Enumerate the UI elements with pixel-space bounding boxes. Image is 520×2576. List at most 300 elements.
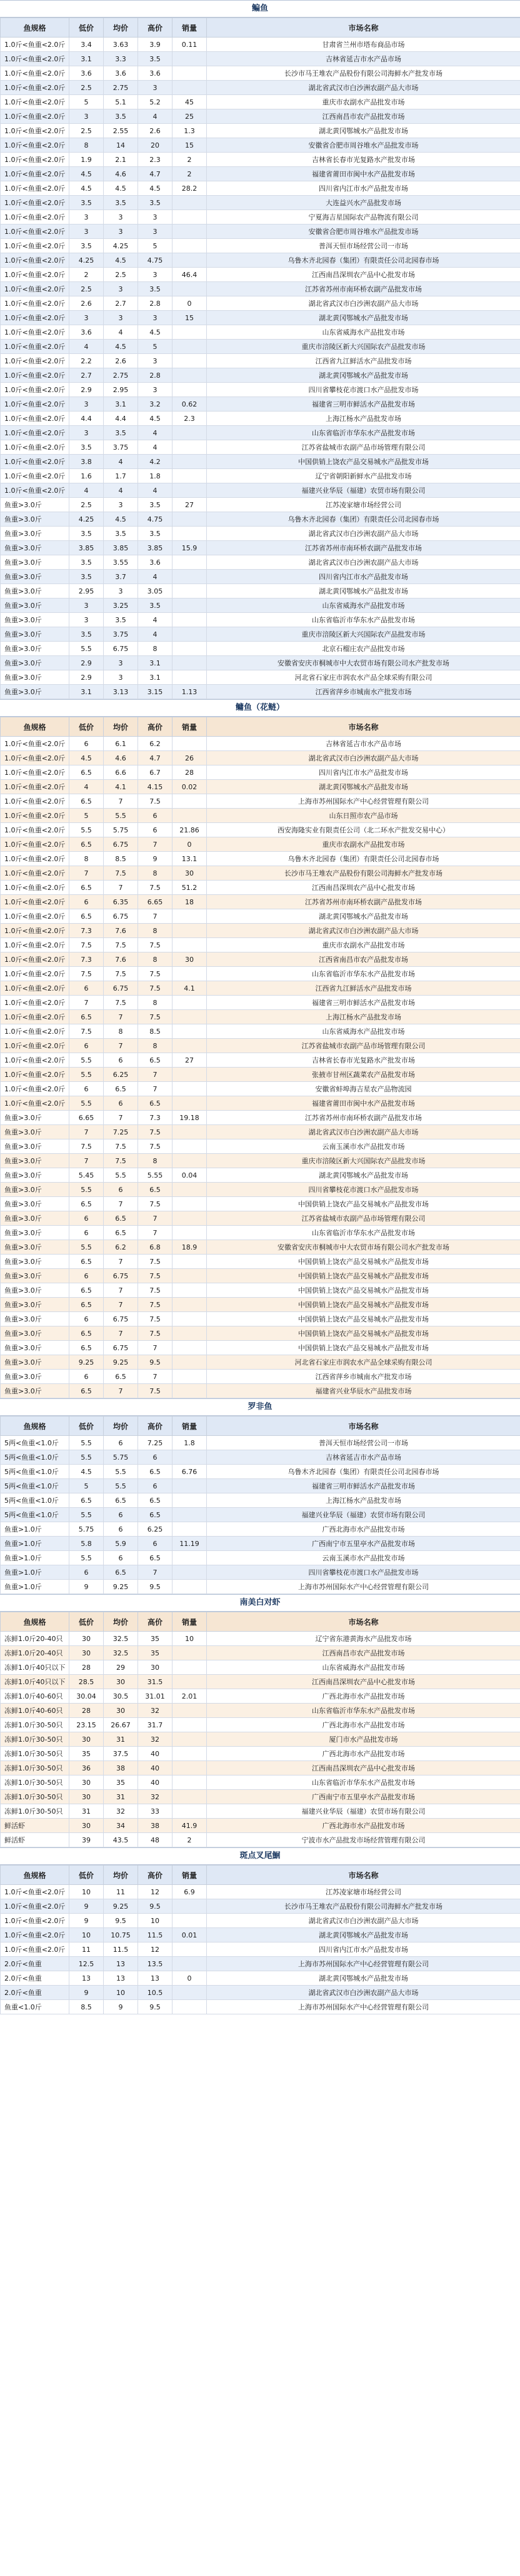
table-cell: 3.5: [104, 109, 138, 124]
table-cell: 28.2: [172, 181, 207, 196]
table-cell: 长沙市马王堆农产品股份有限公司海鲜水产批发市场: [207, 1899, 520, 1914]
table-row: [1, 196, 520, 210]
table-cell: 3.13: [104, 685, 138, 699]
table-cell: 福建省莆田市闽中水产品批发市场: [207, 167, 520, 181]
table-cell: 湖北黄冈鄂城水产品批发市场: [207, 1928, 520, 1942]
table-row: [1, 1384, 520, 1398]
table-cell: 上海江杨水产品批发市场: [207, 1493, 520, 1508]
table-row: [1, 368, 520, 383]
table-cell: 8: [138, 952, 172, 967]
table-cell: 福建省三明市鲜活水产品批发市场: [207, 996, 520, 1010]
table-cell: 3: [69, 613, 104, 627]
column-header: 销量: [172, 18, 207, 38]
table-cell: [172, 81, 207, 95]
table-cell: 7.5: [138, 967, 172, 981]
table-cell: 冻鲜1.0斤30-50只: [1, 1790, 69, 1804]
table-cell: 1.0斤<鱼重<2.0斤: [1, 1942, 69, 1957]
table-cell: 2.3: [172, 412, 207, 426]
table-cell: [172, 469, 207, 483]
table-row: [1, 412, 520, 426]
table-cell: 5.5: [69, 823, 104, 837]
table-cell: 28: [69, 1704, 104, 1718]
table-cell: 山东省临沂市华东水产品批发市场: [207, 967, 520, 981]
table-cell: 湖北省武汉市白沙洲农副产品大市场: [207, 751, 520, 765]
table-row: [1, 1493, 520, 1508]
table-cell: 1.0斤<鱼重<2.0斤: [1, 253, 69, 268]
column-header: 低价: [69, 18, 104, 38]
table-cell: 1.0斤<鱼重<2.0斤: [1, 368, 69, 383]
table-cell: 广西南宁市五里亭水产品批发市场: [207, 1537, 520, 1551]
table-row: [1, 1039, 520, 1053]
table-cell: [172, 1355, 207, 1370]
table-cell: 5.75: [104, 1450, 138, 1465]
table-cell: 30: [138, 1660, 172, 1675]
table-cell: 13: [69, 1971, 104, 1986]
table-cell: [172, 670, 207, 685]
table-cell: 中国供销上饶农产品交易城水产品批发市场: [207, 1269, 520, 1283]
table-cell: 4: [138, 570, 172, 584]
table-cell: 9: [69, 1914, 104, 1928]
table-cell: 2.75: [104, 81, 138, 95]
table-cell: [172, 627, 207, 642]
section-title: 斑点叉尾鮰: [0, 1847, 520, 1865]
table-cell: 北京石榴庄农产品批发市场: [207, 642, 520, 656]
price-table: [0, 1865, 520, 2014]
table-cell: 6.65: [138, 895, 172, 909]
table-cell: 中国供销上饶农产品交易城水产品批发市场: [207, 1255, 520, 1269]
table-cell: 3.5: [138, 527, 172, 541]
table-cell: 1.3: [172, 124, 207, 138]
table-cell: 10.75: [104, 1928, 138, 1942]
table-cell: [172, 368, 207, 383]
table-cell: 江西省萍乡市城南水产批发市场: [207, 685, 520, 699]
table-cell: 51.2: [172, 881, 207, 895]
table-cell: 2.6: [104, 354, 138, 368]
table-cell: 山东省威海水产品批发市场: [207, 325, 520, 340]
table-row: [1, 311, 520, 325]
table-cell: 33: [138, 1804, 172, 1819]
column-header: 市场名称: [207, 18, 520, 38]
table-cell: 5.5: [69, 1068, 104, 1082]
table-cell: 吉林省延吉市水产品市场: [207, 1450, 520, 1465]
table-cell: 6: [104, 1096, 138, 1111]
table-cell: [172, 656, 207, 670]
table-cell: 13: [104, 1971, 138, 1986]
table-cell: 27: [172, 498, 207, 512]
table-cell: 6: [69, 737, 104, 751]
table-cell: 5: [69, 1479, 104, 1493]
table-row: [1, 1580, 520, 1594]
table-cell: 6.5: [69, 794, 104, 809]
table-cell: 43.5: [104, 1833, 138, 1847]
table-cell: 辽宁省朝阳新鲜水产品批发市场: [207, 469, 520, 483]
table-cell: 1.0斤<鱼重<2.0斤: [1, 268, 69, 282]
table-cell: 2.8: [138, 296, 172, 311]
table-cell: 3: [138, 354, 172, 368]
table-cell: 鱼重>1.0斤: [1, 1522, 69, 1537]
table-cell: 吉林省延吉市水产品市场: [207, 737, 520, 751]
table-cell: 5.5: [69, 1096, 104, 1111]
table-cell: [172, 613, 207, 627]
table-cell: 4.4: [69, 412, 104, 426]
table-cell: 6.9: [172, 1885, 207, 1899]
table-cell: 3: [104, 656, 138, 670]
table-cell: [172, 383, 207, 397]
table-cell: 江苏省苏州市南环桥农副产品批发市场: [207, 1111, 520, 1125]
table-row: [1, 1646, 520, 1660]
table-cell: 2.0斤<鱼重: [1, 1971, 69, 1986]
table-cell: 4.5: [104, 340, 138, 354]
table-cell: 上海市苏州国际水产中心经营管理有限公司: [207, 1957, 520, 1971]
table-cell: 5.5: [104, 1479, 138, 1493]
table-cell: 3.5: [69, 570, 104, 584]
table-cell: 1.0斤<鱼重<2.0斤: [1, 397, 69, 412]
table-cell: 4.4: [104, 412, 138, 426]
table-row: [1, 541, 520, 555]
table-cell: 3.4: [69, 38, 104, 52]
table-cell: 6: [69, 1226, 104, 1240]
table-cell: 10: [172, 1632, 207, 1646]
table-cell: [172, 1718, 207, 1732]
table-cell: 6: [69, 1082, 104, 1096]
table-cell: 6.5: [104, 1226, 138, 1240]
table-cell: 3.5: [69, 555, 104, 570]
table-cell: [172, 570, 207, 584]
table-row: [1, 837, 520, 852]
column-header: 鱼规格: [1, 1417, 69, 1436]
table-cell: 3.5: [69, 440, 104, 455]
table-cell: 9.5: [138, 1580, 172, 1594]
table-cell: 7.25: [138, 1436, 172, 1450]
table-cell: 湖北省武汉市白沙洲农副产品大市场: [207, 555, 520, 570]
table-cell: 6.25: [138, 1522, 172, 1537]
table-cell: 3: [69, 311, 104, 325]
table-cell: 乌鲁木齐北园春（集团）有限责任公司北园春市场: [207, 852, 520, 866]
table-cell: 9: [69, 1899, 104, 1914]
table-cell: [172, 1024, 207, 1039]
table-cell: 6.5: [69, 881, 104, 895]
table-cell: 4.5: [69, 181, 104, 196]
table-row: [1, 1704, 520, 1718]
table-cell: 7.25: [104, 1125, 138, 1139]
table-cell: [172, 1370, 207, 1384]
table-cell: 9.25: [104, 1899, 138, 1914]
table-cell: 4.25: [69, 512, 104, 527]
table-cell: 4.2: [138, 455, 172, 469]
table-row: [1, 599, 520, 613]
table-cell: 30: [104, 1704, 138, 1718]
table-cell: 四川省内江市水产品批发市场: [207, 765, 520, 780]
table-cell: 30.5: [104, 1689, 138, 1704]
table-cell: 云南玉溪市水产品批发市场: [207, 1551, 520, 1565]
table-cell: 1.0斤<鱼重<2.0斤: [1, 340, 69, 354]
table-cell: [172, 909, 207, 924]
table-cell: 四川省内江市水产品批发市场: [207, 570, 520, 584]
table-cell: 1.0斤<鱼重<2.0斤: [1, 81, 69, 95]
table-cell: 2.0斤<鱼重: [1, 1986, 69, 2000]
table-cell: 山东省临沂市华东水产品批发市场: [207, 1226, 520, 1240]
table-cell: 1.13: [172, 685, 207, 699]
table-cell: 1.0斤<鱼重<2.0斤: [1, 52, 69, 66]
table-cell: 湖北黄冈鄂城水产品批发市场: [207, 124, 520, 138]
table-cell: 山东省临沂市华东水产品批发市场: [207, 1704, 520, 1718]
table-cell: 山东省临沂市华东水产品批发市场: [207, 426, 520, 440]
table-cell: 四川省攀枝花市渡口水产品批发市场: [207, 1565, 520, 1580]
table-cell: 2.95: [69, 584, 104, 599]
header-row: [1, 1866, 520, 1885]
table-cell: 3: [69, 225, 104, 239]
price-table: [0, 717, 520, 1398]
table-cell: 4.5: [138, 412, 172, 426]
table-cell: [172, 642, 207, 656]
table-cell: 1.0斤<鱼重<2.0斤: [1, 181, 69, 196]
table-cell: 鱼重>3.0斤: [1, 1154, 69, 1168]
table-cell: 福建兴业华辰（福建）农贸市场有限公司: [207, 1804, 520, 1819]
table-cell: 7.3: [138, 1111, 172, 1125]
table-cell: 7: [104, 1298, 138, 1312]
table-cell: 2.6: [69, 296, 104, 311]
table-row: [1, 570, 520, 584]
table-cell: 1.6: [69, 469, 104, 483]
table-cell: 湖北黄冈鄂城水产品批发市场: [207, 311, 520, 325]
table-cell: 3.1: [138, 670, 172, 685]
table-cell: 4: [104, 325, 138, 340]
table-cell: 普洱天恒市场经营公司一市场: [207, 239, 520, 253]
table-cell: 7: [138, 909, 172, 924]
table-cell: 7.5: [138, 1010, 172, 1024]
table-cell: 4: [138, 426, 172, 440]
table-cell: [172, 1508, 207, 1522]
table-cell: [172, 1732, 207, 1747]
table-cell: 厦门市水产品批发市场: [207, 1732, 520, 1747]
table-cell: [172, 1704, 207, 1718]
table-cell: 3.5: [69, 627, 104, 642]
table-cell: 鱼重>3.0斤: [1, 599, 69, 613]
table-cell: 1.0斤<鱼重<2.0斤: [1, 282, 69, 296]
table-cell: 6: [69, 895, 104, 909]
table-cell: 江西省九江鲜活水产品批发市场: [207, 354, 520, 368]
table-cell: 1.8: [172, 1436, 207, 1450]
table-cell: 7.5: [104, 1154, 138, 1168]
table-cell: 9: [69, 1986, 104, 2000]
table-cell: 11.19: [172, 1537, 207, 1551]
table-row: [1, 483, 520, 498]
column-header: 均价: [104, 18, 138, 38]
table-cell: 5两<鱼重<1.0斤: [1, 1450, 69, 1465]
table-cell: 7: [138, 1068, 172, 1082]
table-cell: 26: [172, 751, 207, 765]
table-cell: 1.0斤<鱼重<2.0斤: [1, 938, 69, 952]
table-cell: 6.6: [104, 765, 138, 780]
table-row: [1, 1096, 520, 1111]
table-cell: 广西南宁市五里亭水产品批发市场: [207, 1790, 520, 1804]
table-cell: 5.5: [104, 809, 138, 823]
table-cell: 0.11: [172, 38, 207, 52]
table-cell: 8: [69, 138, 104, 153]
table-row: [1, 340, 520, 354]
table-cell: 4.5: [138, 325, 172, 340]
table-cell: 5.75: [104, 823, 138, 837]
table-cell: 7.5: [69, 1139, 104, 1154]
table-cell: 1.0斤<鱼重<2.0斤: [1, 1899, 69, 1914]
table-cell: 7.5: [104, 967, 138, 981]
table-cell: 5.5: [69, 642, 104, 656]
table-row: [1, 397, 520, 412]
table-row: [1, 924, 520, 938]
table-cell: 10.5: [138, 1986, 172, 2000]
table-cell: 鱼重>3.0斤: [1, 1355, 69, 1370]
table-cell: 3.5: [138, 498, 172, 512]
table-row: [1, 81, 520, 95]
table-cell: 7.5: [138, 1384, 172, 1398]
table-cell: 6.75: [104, 981, 138, 996]
table-cell: [172, 52, 207, 66]
table-cell: 38: [104, 1761, 138, 1775]
table-cell: 6: [69, 1565, 104, 1580]
table-row: [1, 1819, 520, 1833]
table-cell: 3.1: [69, 685, 104, 699]
table-cell: 鱼重<1.0斤: [1, 2000, 69, 2014]
table-row: [1, 1226, 520, 1240]
table-row: [1, 167, 520, 181]
table-cell: 3.5: [104, 196, 138, 210]
table-cell: 2.5: [69, 282, 104, 296]
table-row: [1, 852, 520, 866]
table-cell: 1.0斤<鱼重<2.0斤: [1, 1885, 69, 1899]
table-cell: 35: [138, 1632, 172, 1646]
table-cell: 29: [104, 1660, 138, 1675]
table-cell: 鱼重>3.0斤: [1, 642, 69, 656]
table-row: [1, 1986, 520, 2000]
table-row: [1, 1355, 520, 1370]
table-cell: 0: [172, 1971, 207, 1986]
table-cell: 7.5: [104, 938, 138, 952]
table-cell: 4: [69, 483, 104, 498]
column-header: 销量: [172, 1612, 207, 1632]
table-cell: 鱼重>3.0斤: [1, 584, 69, 599]
table-cell: 1.0斤<鱼重<2.0斤: [1, 483, 69, 498]
table-row: [1, 1522, 520, 1537]
column-header: 高价: [138, 1866, 172, 1885]
table-cell: 江苏省盐城市农副产品市场管理有限公司: [207, 440, 520, 455]
table-cell: 40: [138, 1775, 172, 1790]
table-cell: [172, 1341, 207, 1355]
table-cell: [172, 938, 207, 952]
table-cell: 1.0斤<鱼重<2.0斤: [1, 1914, 69, 1928]
table-cell: 11.5: [104, 1942, 138, 1957]
table-cell: 28.5: [69, 1675, 104, 1689]
table-cell: 安徽省合肥市周谷堆水产品批发市场: [207, 138, 520, 153]
table-cell: 8: [138, 1039, 172, 1053]
table-cell: 5.5: [69, 1508, 104, 1522]
table-cell: 3.9: [138, 38, 172, 52]
table-cell: [172, 1986, 207, 2000]
table-cell: 鱼重>3.0斤: [1, 1240, 69, 1255]
table-cell: 6.5: [104, 1082, 138, 1096]
table-cell: 3: [138, 268, 172, 282]
table-cell: [172, 1899, 207, 1914]
column-header: 高价: [138, 717, 172, 737]
table-cell: 6.7: [138, 765, 172, 780]
table-cell: 3.05: [138, 584, 172, 599]
table-row: [1, 1775, 520, 1790]
table-cell: 3.6: [104, 66, 138, 81]
table-cell: 7.5: [138, 794, 172, 809]
table-cell: 3.63: [104, 38, 138, 52]
table-cell: 9: [104, 2000, 138, 2014]
table-cell: 鱼重>3.0斤: [1, 1226, 69, 1240]
table-cell: 7.5: [138, 1298, 172, 1312]
table-cell: 湖北省武汉市白沙洲农副产品大市场: [207, 1125, 520, 1139]
table-row: [1, 1168, 520, 1183]
table-cell: 7.5: [138, 1326, 172, 1341]
table-cell: [172, 1551, 207, 1565]
column-header: 均价: [104, 1417, 138, 1436]
table-row: [1, 670, 520, 685]
table-row: [1, 952, 520, 967]
table-cell: 3.1: [104, 397, 138, 412]
table-cell: 7: [104, 1197, 138, 1211]
table-cell: 37.5: [104, 1747, 138, 1761]
table-cell: 30: [69, 1646, 104, 1660]
table-cell: 吉林省长春市光复路水产批发市场: [207, 1053, 520, 1068]
table-cell: 中国供销上饶农产品交易城水产品批发市场: [207, 1197, 520, 1211]
table-cell: 6.5: [69, 837, 104, 852]
table-cell: 上海江杨水产品批发市场: [207, 412, 520, 426]
table-cell: 3.85: [104, 541, 138, 555]
table-cell: 6.5: [138, 1508, 172, 1522]
table-cell: 4.15: [138, 780, 172, 794]
table-cell: 6.8: [138, 1240, 172, 1255]
table-cell: 大连益兴水产品批发市场: [207, 196, 520, 210]
table-row: [1, 1804, 520, 1819]
table-cell: 3.1: [69, 52, 104, 66]
table-cell: 福建省兴业华辰水产品批发市场: [207, 1384, 520, 1398]
table-cell: 6: [138, 823, 172, 837]
price-table: [0, 1416, 520, 1594]
table-row: [1, 181, 520, 196]
table-cell: 2.7: [69, 368, 104, 383]
table-cell: 6.5: [138, 1053, 172, 1068]
table-row: [1, 765, 520, 780]
table-row: [1, 109, 520, 124]
table-cell: [172, 1125, 207, 1139]
table-cell: 32: [104, 1804, 138, 1819]
table-cell: 1.0斤<鱼重<2.0斤: [1, 124, 69, 138]
header-row: [1, 1417, 520, 1436]
table-row: [1, 1833, 520, 1847]
table-cell: [172, 340, 207, 354]
column-header: 均价: [104, 1866, 138, 1885]
table-cell: 鱼重>3.0斤: [1, 627, 69, 642]
table-cell: 5两<鱼重<1.0斤: [1, 1508, 69, 1522]
table-row: [1, 52, 520, 66]
table-cell: 江西省萍乡市城南水产批发市场: [207, 1370, 520, 1384]
table-cell: [172, 1326, 207, 1341]
table-row: [1, 124, 520, 138]
table-cell: 山东日照市农产品市场: [207, 809, 520, 823]
table-cell: 4.7: [138, 751, 172, 765]
table-cell: 1.0斤<鱼重<2.0斤: [1, 981, 69, 996]
table-cell: 6.5: [69, 1197, 104, 1211]
table-cell: 湖北省武汉市白沙洲农副产品大市场: [207, 296, 520, 311]
table-row: [1, 1537, 520, 1551]
table-cell: 6.5: [69, 909, 104, 924]
table-cell: 鱼重>3.0斤: [1, 1312, 69, 1326]
table-cell: 冻鲜1.0斤30-50只: [1, 1747, 69, 1761]
table-cell: 7.5: [138, 881, 172, 895]
price-table: [0, 1612, 520, 1847]
